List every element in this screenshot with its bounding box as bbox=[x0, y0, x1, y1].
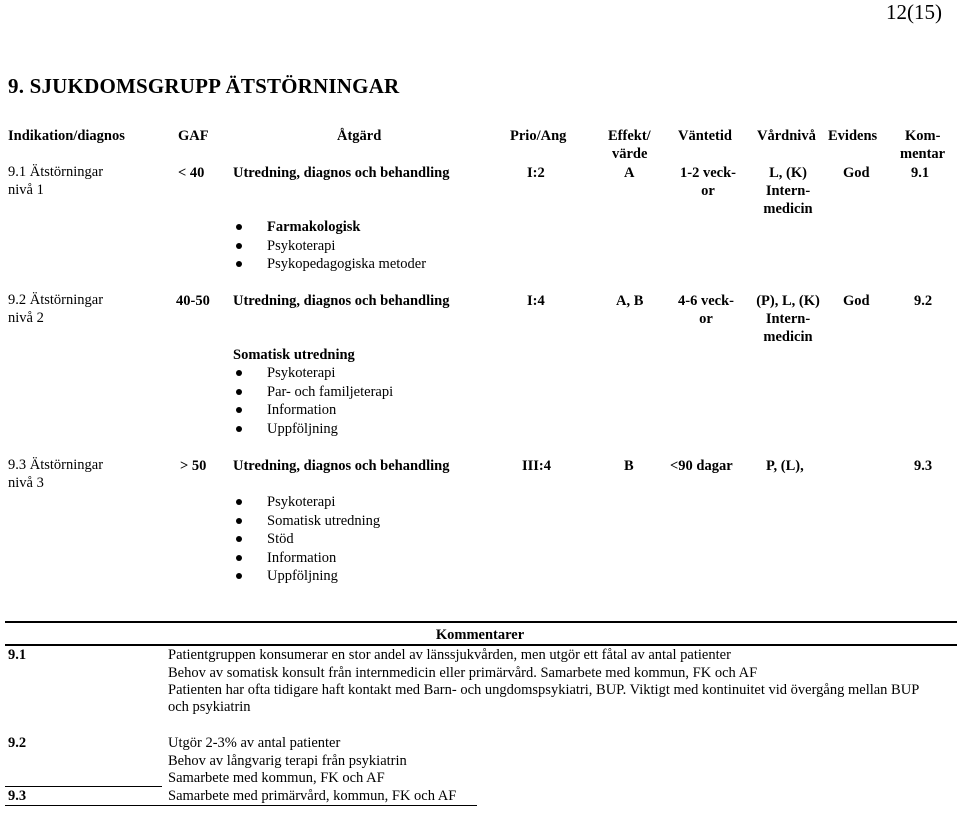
comment-id: 9.3 bbox=[8, 788, 27, 804]
comment-line: Patienten har ofta tidigare haft kontakt med Barn- och ungdomspsykiatri, BUP. Viktigt med kontinuitet vid övergång mellan BUP bbox=[168, 682, 920, 698]
header-effekt-2: värde bbox=[612, 146, 648, 162]
row-prio: III:4 bbox=[522, 458, 552, 474]
row-kommentar: 9.3 bbox=[914, 458, 933, 474]
header-effekt-1: Effekt/ bbox=[608, 128, 651, 144]
row-gaf: < 40 bbox=[178, 165, 205, 181]
row-treatment-list bbox=[233, 218, 426, 274]
row-diagnos: 9.3 Ätstörningar bbox=[8, 457, 104, 473]
row-diagnos-level: nivå 2 bbox=[8, 310, 44, 326]
row-prio: I:2 bbox=[527, 165, 545, 181]
divider bbox=[5, 786, 162, 787]
row-vantetid: 4-6 veck- bbox=[678, 293, 734, 309]
list-item: Information bbox=[233, 401, 393, 420]
row-evidens: God bbox=[843, 293, 870, 309]
row-vardniva-3: medicin bbox=[763, 329, 813, 345]
row-effekt: B bbox=[624, 458, 634, 474]
header-gaf: GAF bbox=[178, 128, 209, 144]
header-vardniva: Vårdnivå bbox=[757, 128, 816, 144]
header-atgard: Åtgärd bbox=[337, 128, 382, 144]
divider bbox=[5, 621, 957, 623]
row-vardniva: L, (K) bbox=[769, 165, 807, 181]
row-prio: I:4 bbox=[527, 293, 545, 309]
row-evidens: God bbox=[843, 165, 870, 181]
header-kommentar-2: mentar bbox=[900, 146, 946, 162]
comment-line: Patientgruppen konsumerar en stor andel av länssjukvården, men utgör ett fåtal av antal patienter bbox=[168, 647, 731, 663]
header-evidens: Evidens bbox=[828, 128, 878, 144]
row-diagnos: 9.2 Ätstörningar bbox=[8, 292, 104, 308]
header-prio: Prio/Ang bbox=[510, 128, 567, 144]
row-treatment-list bbox=[233, 364, 393, 438]
section-heading: 9. SJUKDOMSGRUPP ÄTSTÖRNINGAR bbox=[8, 74, 400, 98]
comment-line: Utgör 2-3% av antal patienter bbox=[168, 735, 341, 751]
row-effekt: A, B bbox=[616, 293, 644, 309]
divider bbox=[5, 805, 477, 806]
page-number: 12(15) bbox=[886, 0, 942, 24]
list-item: Somatisk utredning bbox=[233, 512, 380, 531]
row-kommentar: 9.2 bbox=[914, 293, 933, 309]
comment-id: 9.1 bbox=[8, 647, 27, 663]
row-vardniva-2: Intern- bbox=[765, 183, 811, 199]
comment-line: Behov av somatisk konsult från internmedicin eller primärvård. Samarbete med kommun, FK och AF bbox=[168, 665, 758, 681]
list-item: Uppföljning bbox=[233, 420, 393, 439]
row-vardniva-2: Intern- bbox=[765, 311, 811, 327]
row-vantetid-cont: or bbox=[699, 311, 713, 327]
comment-line: och psykiatrin bbox=[168, 699, 251, 715]
header-indikation: Indikation/diagnos bbox=[8, 128, 125, 144]
row-vardniva: P, (L), bbox=[766, 458, 804, 474]
comment-id: 9.2 bbox=[8, 735, 27, 751]
row-atgard: Utredning, diagnos och behandling bbox=[233, 293, 450, 309]
list-item: Psykoterapi bbox=[233, 237, 426, 256]
row-diagnos: 9.1 Ätstörningar bbox=[8, 164, 104, 180]
row-effekt: A bbox=[624, 165, 635, 181]
list-item: Farmakologisk bbox=[233, 218, 426, 237]
row-diagnos-level: nivå 1 bbox=[8, 182, 44, 198]
list-item: Psykoterapi bbox=[233, 364, 393, 383]
list-item: Psykoterapi bbox=[233, 493, 380, 512]
comment-line: Samarbete med primärvård, kommun, FK och AF bbox=[168, 788, 457, 804]
kommentarer-title: Kommentarer bbox=[435, 627, 525, 643]
list-item: Stöd bbox=[233, 530, 380, 549]
row-vardniva: (P), L, (K) bbox=[756, 293, 820, 309]
row-atgard: Utredning, diagnos och behandling bbox=[233, 458, 450, 474]
header-kommentar-1: Kom- bbox=[905, 128, 941, 144]
row-kommentar: 9.1 bbox=[911, 165, 930, 181]
row-treatment-list bbox=[233, 493, 380, 586]
row-diagnos-level: nivå 3 bbox=[8, 475, 44, 491]
row-gaf: > 50 bbox=[180, 458, 207, 474]
comment-line: Behov av långvarig terapi från psykiatrin bbox=[168, 753, 407, 769]
row-subhead: Somatisk utredning bbox=[233, 347, 355, 363]
row-vantetid: 1-2 veck- bbox=[680, 165, 736, 181]
list-item: Uppföljning bbox=[233, 567, 380, 586]
row-vardniva-3: medicin bbox=[763, 201, 813, 217]
list-item: Information bbox=[233, 549, 380, 568]
header-vantetid: Väntetid bbox=[678, 128, 732, 144]
row-vantetid-cont: or bbox=[701, 183, 715, 199]
row-vantetid: <90 dagar bbox=[670, 458, 733, 474]
list-item: Psykopedagogiska metoder bbox=[233, 255, 426, 274]
list-item: Par- och familjeterapi bbox=[233, 383, 393, 402]
comment-line: Samarbete med kommun, FK och AF bbox=[168, 770, 385, 786]
row-gaf: 40-50 bbox=[176, 293, 210, 309]
row-atgard: Utredning, diagnos och behandling bbox=[233, 165, 450, 181]
